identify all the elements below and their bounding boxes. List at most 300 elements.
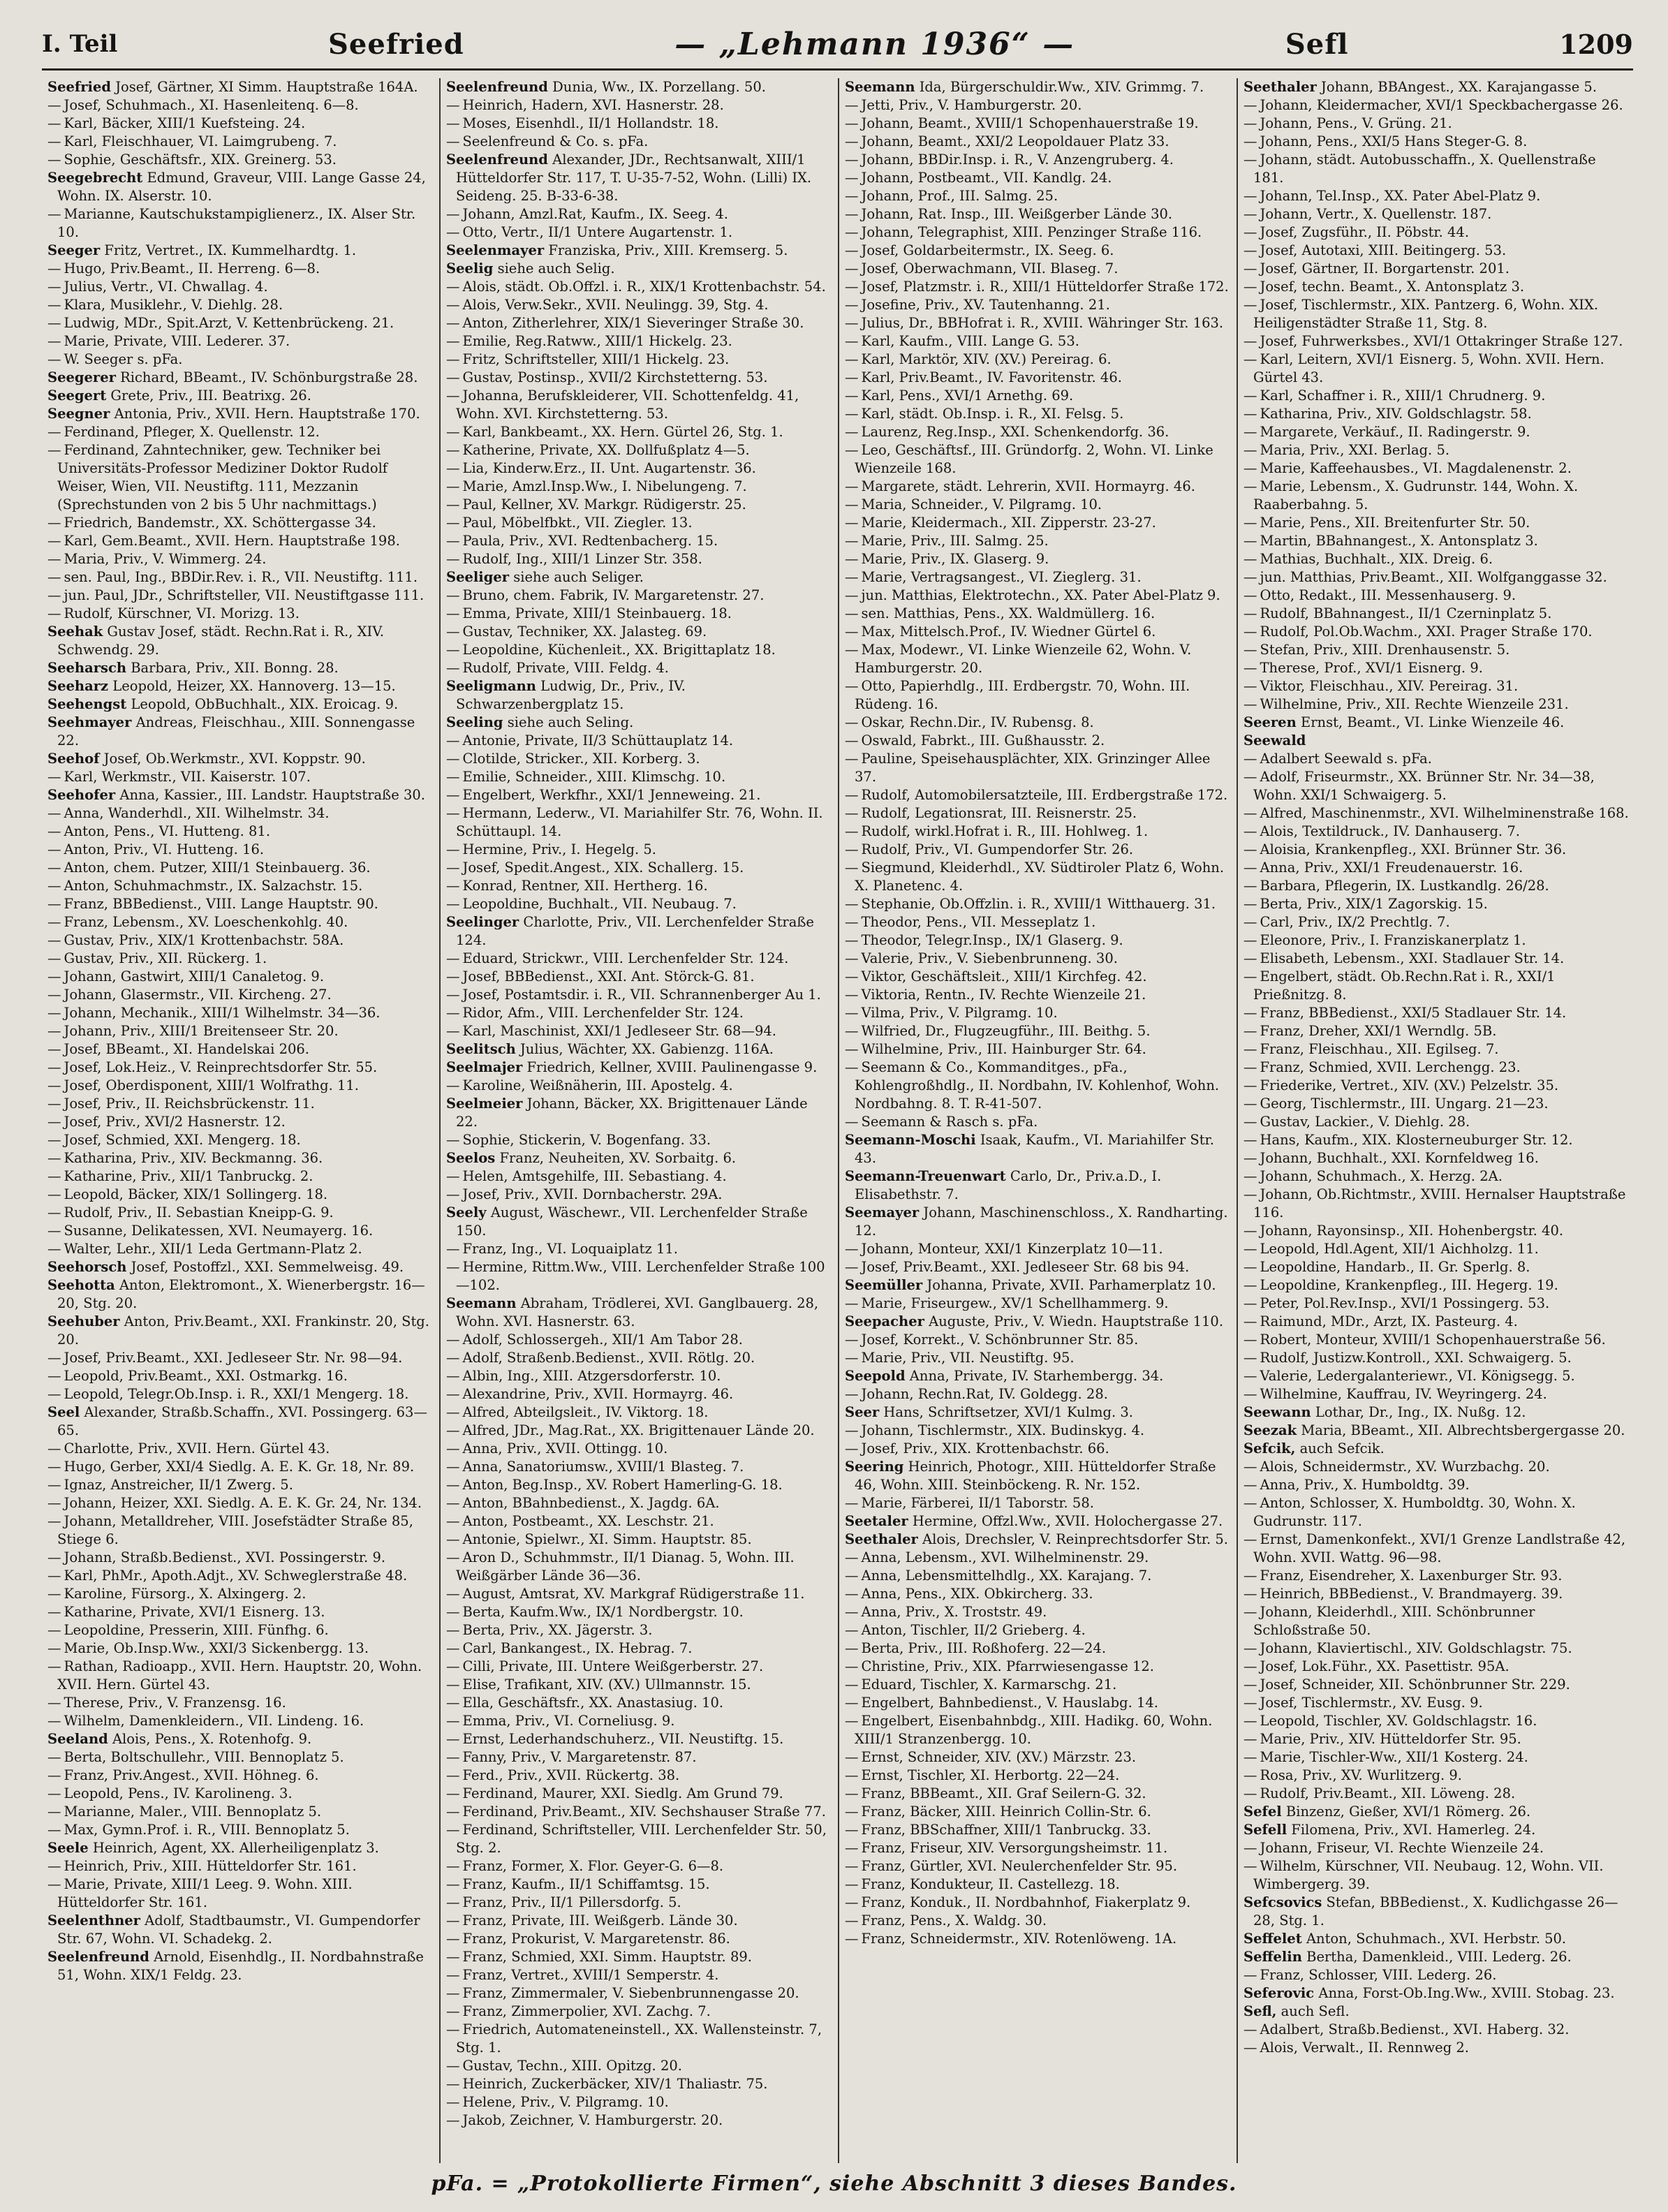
directory-entry [845, 1458, 1230, 1494]
entry-surname: Seeharz [47, 678, 109, 694]
entry-dash: — [1243, 279, 1257, 295]
entry-dash: — [1243, 1785, 1257, 1801]
entry-dash: — [446, 660, 460, 676]
directory-entry [47, 1748, 432, 1767]
entry-dash: — [1243, 1731, 1257, 1747]
entry-text: Josef, Gärtner, II. Borgartenstr. 201. [1260, 260, 1510, 276]
entry-dash: — [845, 1350, 859, 1366]
entry-dash: — [1243, 1186, 1257, 1202]
entry-text: Franz, Lebensm., XV. Loeschenkohlg. 40. [64, 914, 348, 930]
directory-entry [47, 677, 432, 695]
directory-entry [845, 804, 1230, 823]
directory-entry [845, 1694, 1230, 1712]
entry-surname: Seegner [47, 406, 110, 422]
entry-dash: — [446, 2021, 460, 2037]
entry-dash: — [47, 805, 61, 821]
entry-text: Emma, Priv., VI. Corneliusg. 9. [462, 1713, 675, 1729]
entry-text: Ida, Bürgerschuldir.Ww., XIV. Grimmg. 7. [919, 79, 1204, 95]
entry-dash: — [845, 932, 859, 948]
directory-entry [845, 1367, 1230, 1385]
entry-dash: — [47, 878, 61, 894]
entry-text: Berta, Kaufm.Ww., IX/1 Nordbergstr. 10. [462, 1604, 744, 1620]
directory-entry [47, 96, 432, 115]
entry-text: Leopold, Priv.Beamt., XXI. Ostmarkg. 16. [64, 1368, 348, 1384]
directory-entry [1243, 2039, 1630, 2057]
entry-dash: — [446, 878, 460, 894]
entry-text: Anton, Zitherlehrer, XIX/1 Sieveringer Straße 30. [462, 315, 804, 331]
entry-text: Gustav, Techn., XIII. Opitzg. 20. [462, 2058, 682, 2074]
directory-entry [1243, 351, 1630, 387]
directory-entry [845, 1258, 1230, 1276]
entry-text: Josef, Korrekt., V. Schönbrunner Str. 85. [861, 1332, 1139, 1348]
entry-dash: — [47, 1658, 61, 1674]
directory-entry [47, 786, 432, 804]
entry-surname: Seefried [47, 79, 112, 95]
directory-entry [47, 1603, 432, 1621]
entry-text: Leopold, ObBuchhalt., XIX. Eroicag. 9. [131, 696, 399, 712]
entry-dash: — [446, 1259, 460, 1275]
entry-text: Hermann, Lederw., VI. Mariahilfer Str. 76, Wohn. II. Schüttaupl. 14. [456, 805, 823, 839]
entry-dash: — [1243, 1967, 1257, 1983]
entry-dash: — [845, 1695, 859, 1711]
directory-entry [446, 1549, 831, 1585]
directory-entry [1243, 1821, 1630, 1839]
entry-dash: — [1243, 1077, 1257, 1093]
directory-entry [845, 1857, 1230, 1875]
entry-text: Ernst, Tischler, XI. Herbortg. 22—24. [861, 1767, 1120, 1783]
directory-entry [47, 514, 432, 532]
entry-text: Anton, Schuhmachmstr., IX. Salzachstr. 15. [64, 878, 363, 894]
directory-entry [47, 568, 432, 587]
entry-text: Gustav, Priv., XIX/1 Krottenbachstr. 58A. [64, 932, 344, 948]
entry-dash: — [845, 1713, 859, 1729]
directory-entry [1243, 1948, 1630, 1966]
entry-surname: Seelmajer [446, 1059, 523, 1075]
directory-entry [47, 1730, 432, 1748]
directory-entry [845, 859, 1230, 895]
entry-dash: — [845, 1332, 859, 1348]
entry-text: Ignaz, Anstreicher, II/1 Zwerg. 5. [64, 1477, 293, 1493]
entry-dash: — [47, 206, 61, 222]
directory-entry [446, 1621, 831, 1639]
entry-text: Friedrich, Kellner, XVIII. Paulinengasse 9. [526, 1059, 818, 1075]
directory-entry [845, 115, 1230, 133]
directory-entry [446, 714, 831, 732]
directory-entry [1243, 1966, 1630, 1984]
entry-dash: — [47, 351, 61, 367]
directory-entry [446, 1694, 831, 1712]
entry-text: Marie, Priv., XIV. Hütteldorfer Str. 95. [1260, 1731, 1521, 1747]
directory-entry [446, 1240, 831, 1258]
entry-dash: — [47, 1223, 61, 1239]
entry-text: Marie, Private, VIII. Lederer. 37. [64, 333, 290, 349]
entry-text: Josef, Priv., XVII. Dornbacherstr. 29A. [462, 1186, 723, 1202]
entry-dash: — [446, 1332, 460, 1348]
entry-dash: — [446, 1876, 460, 1892]
entry-text: Hugo, Priv.Beamt., II. Herreng. 6—8. [64, 260, 320, 276]
entry-dash: — [47, 1114, 61, 1130]
entry-text: Maria, BBeamt., XII. Albrechtsbergergasse 20. [1301, 1422, 1625, 1438]
entry-text: Lia, Kinderw.Erz., II. Unt. Augartenstr. 36. [462, 460, 756, 476]
directory-entry [47, 913, 432, 931]
entry-text: Franz, Friseur, XIV. Versorgungsheimstr. 11. [861, 1840, 1168, 1856]
right-keyword: Sefl [1285, 27, 1349, 61]
entry-text: Franz, Vertret., XVIII/1 Semperstr. 4. [462, 1967, 719, 1983]
directory-entry [446, 532, 831, 550]
entry-text: Anton, Pens., VI. Hutteng. 81. [64, 823, 271, 839]
directory-entry [1243, 1149, 1630, 1167]
directory-entry [1243, 1367, 1630, 1385]
entry-dash: — [446, 732, 460, 749]
entry-text: Josef, Spedit.Angest., XIX. Schallerg. 15. [462, 860, 744, 876]
entry-text: Johann, Beamt., XXI/2 Leopoldauer Platz 33. [861, 133, 1169, 149]
entry-dash: — [446, 1912, 460, 1929]
entry-text: Max, Modewr., VI. Linke Wienzeile 62, Wohn. V. Hamburgerstr. 20. [855, 642, 1192, 676]
entry-dash: — [1243, 551, 1257, 567]
entry-text: Valerie, Ledergalanteriewr., VI. Königsegg. 5. [1260, 1368, 1575, 1384]
entry-text: Julius, Vertr., VI. Chwallag. 4. [64, 279, 268, 295]
column-2 [441, 78, 839, 2163]
entry-dash: — [47, 1640, 61, 1656]
entry-text: Franz, Neuheiten, XV. Sorbaitg. 6. [499, 1150, 737, 1166]
entry-text: Rathan, Radioapp., XVII. Hern. Hauptstr. 20, Wohn. XVII. Hern. Gürtel 43. [57, 1658, 422, 1693]
column-4 [1238, 78, 1637, 2163]
entry-dash: — [446, 279, 460, 295]
entry-text: Ernst, Beamt., VI. Linke Wienzeile 46. [1300, 714, 1565, 730]
entry-text: Hugo, Gerber, XXI/4 Siedlg. A. E. K. Gr. 18, Nr. 89. [64, 1459, 415, 1475]
directory-entry [1243, 695, 1630, 714]
directory-entry [446, 1167, 831, 1186]
entry-dash: — [1243, 696, 1257, 712]
directory-entry [1243, 750, 1630, 768]
entry-dash: — [47, 297, 61, 313]
entry-dash: — [446, 1640, 460, 1656]
directory-entry [1243, 659, 1630, 677]
entry-text: Josef, Ob.Werkmstr., XVI. Koppstr. 90. [103, 751, 366, 767]
entry-dash: — [446, 805, 460, 821]
directory-entry [845, 950, 1230, 968]
entry-text: Abraham, Trödlerei, XVI. Ganglbauerg. 28, Wohn. XVI. Hasnerstr. 63. [456, 1295, 819, 1329]
entry-text: Seemann & Co., Kommanditges., pFa., Kohlengroßhdlg., II. Nordbahn, IV. Kohlenhof, Wohn. Nordbahng. 8. T. R-41-507. [855, 1059, 1220, 1112]
entry-dash: — [845, 841, 859, 857]
entry-text: Max, Mittelsch.Prof., IV. Wiedner Gürtel 6. [861, 624, 1156, 640]
entry-text: Georg, Tischlermstr., III. Ungarg. 21—23. [1260, 1096, 1549, 1112]
entry-dash: — [446, 987, 460, 1003]
entry-dash: — [1243, 878, 1257, 894]
entry-surname: Seemüller [845, 1277, 923, 1293]
entry-dash: — [446, 2094, 460, 2110]
entry-text: W. Seeger s. pFa. [64, 351, 183, 367]
entry-dash: — [845, 1114, 859, 1130]
directory-entry [47, 750, 432, 768]
directory-entry [845, 605, 1230, 623]
entry-text: Paul, Kellner, XV. Markgr. Rüdigerstr. 25. [462, 496, 746, 513]
directory-entry [446, 1004, 831, 1022]
entry-dash: — [845, 388, 859, 404]
entry-text: Karl, Leitern, XVI/1 Eisnerg. 5, Wohn. XVII. Hern. Gürtel 43. [1253, 351, 1604, 385]
entry-dash: — [446, 1477, 460, 1493]
entry-text: Ludwig, Dr., Priv., IV. Schwarzenbergplatz 15. [456, 678, 686, 712]
directory-entry [446, 1040, 831, 1059]
entry-text: Franz, Zimmerpolier, XVI. Zachg. 7. [462, 2003, 711, 2019]
directory-entry [446, 1585, 831, 1603]
entry-text: Otto, Papierhdlg., III. Erdbergstr. 70, Wohn. III. Rüdeng. 16. [855, 678, 1190, 712]
entry-text: Max, Gymn.Prof. i. R., VIII. Bennoplatz 5. [64, 1822, 350, 1838]
directory-entry [1243, 296, 1630, 332]
entry-text: Josef, Postamtsdir. i. R., VII. Schrannenberger Au 1. [462, 987, 821, 1003]
directory-entry [446, 804, 831, 841]
directory-entry [446, 986, 831, 1004]
entry-text: Josef, Oberwachmann, VII. Blaseg. 7. [861, 260, 1119, 276]
entry-dash: — [446, 1658, 460, 1674]
entry-text: Friederike, Vertret., XIV. (XV.) Pelzelstr. 35. [1260, 1077, 1559, 1093]
entry-text: Ernst, Lederhandschuherz., VII. Neustiftg. 15. [462, 1731, 784, 1747]
entry-dash: — [47, 1023, 61, 1039]
entry-dash: — [47, 860, 61, 876]
directory-entry [446, 296, 831, 314]
directory-entry [446, 478, 831, 496]
directory-entry [47, 659, 432, 677]
entry-dash: — [446, 1132, 460, 1148]
directory-entry [446, 387, 831, 423]
entry-surname: Seehorsch [47, 1259, 127, 1275]
entry-surname: Seferovic [1243, 1985, 1315, 2001]
entry-dash: — [47, 1767, 61, 1783]
entry-text: Isaak, Kaufm., VI. Mariahilfer Str. 43. [855, 1132, 1214, 1166]
entry-text: Barbara, Pflegerin, IX. Lustkandlg. 26/28. [1260, 878, 1549, 894]
directory-entry [446, 1149, 831, 1167]
directory-entry [845, 223, 1230, 242]
directory-entry [1243, 1095, 1630, 1113]
entry-dash: — [47, 1459, 61, 1475]
entry-text: Leopoldine, Handarb., II. Gr. Sperlg. 8. [1260, 1259, 1530, 1275]
entry-text: Johann, Rechn.Rat, IV. Goldegg. 28. [861, 1386, 1108, 1402]
entry-text: Anton, Postbeamt., XX. Leschstr. 21. [462, 1513, 714, 1529]
directory-entry [845, 1912, 1230, 1930]
left-keyword: Seefried [328, 27, 464, 61]
entry-text: Leopold, Tischler, XV. Goldschlagstr. 16. [1260, 1713, 1537, 1729]
entry-text: Leopold, Heizer, XX. Hannoverg. 13—15. [112, 678, 396, 694]
entry-text: Rudolf, Automobilersatzteile, III. Erdbergstraße 172. [861, 787, 1228, 803]
entry-dash: — [845, 297, 859, 313]
entry-text: Johann, Kleiderhdl., XIII. Schönbrunner Schloßstraße 50. [1253, 1604, 1535, 1638]
directory-entry [845, 1621, 1230, 1639]
directory-entry [1243, 1440, 1630, 1458]
entry-text: Paula, Priv., XVI. Redtenbacherg. 15. [462, 533, 718, 549]
directory-entry [446, 877, 831, 895]
directory-entry [446, 1639, 831, 1658]
entry-text: Oskar, Rechn.Dir., IV. Rubensg. 8. [861, 714, 1094, 730]
entry-dash: — [446, 1386, 460, 1402]
entry-dash: — [446, 642, 460, 658]
entry-dash: — [446, 841, 460, 857]
directory-entry [845, 1422, 1230, 1440]
directory-entry [845, 1821, 1230, 1839]
entry-text: Josef, Priv., XVI/2 Hasnerstr. 12. [64, 1114, 286, 1130]
directory-entry [845, 1512, 1230, 1531]
directory-entry [845, 1658, 1230, 1676]
entry-dash: — [47, 1568, 61, 1584]
directory-entry [47, 1767, 432, 1785]
entry-text: Marie, Amzl.Insp.Ww., I. Nibelungeng. 7. [462, 478, 747, 494]
directory-entry [1243, 877, 1630, 895]
directory-entry [1243, 405, 1630, 423]
directory-entry [1243, 841, 1630, 859]
entry-dash: — [1243, 1495, 1257, 1511]
directory-entry [1243, 804, 1630, 823]
entry-text: Anton, Priv., VI. Hutteng. 16. [64, 841, 265, 857]
entry-dash: — [845, 515, 859, 531]
directory-entry [845, 423, 1230, 441]
directory-entry [1243, 1748, 1630, 1767]
entry-dash: — [1243, 152, 1257, 168]
directory-entry [446, 369, 831, 387]
entry-dash: — [845, 1767, 859, 1783]
directory-entry [1243, 931, 1630, 950]
directory-entry [1243, 859, 1630, 877]
entry-text: Marie, Kleidermach., XII. Zipperstr. 23-27. [861, 515, 1156, 531]
entry-text: Stephanie, Ob.Offzlin. i. R., XVIII/1 Witthauerg. 31. [861, 896, 1216, 912]
directory-entry [446, 1767, 831, 1785]
entry-dash: — [1243, 605, 1257, 621]
directory-entry [47, 1803, 432, 1821]
entry-text: Charlotte, Priv., XVII. Hern. Gürtel 43. [64, 1440, 330, 1457]
entry-text: Adolf, Stadtbaumstr., VI. Gumpendorfer Str. 67, Wohn. VI. Schadekg. 2. [57, 1912, 420, 1947]
directory-entry [47, 1567, 432, 1585]
entry-text: Josef, BBeamt., XI. Handelskai 206. [64, 1041, 310, 1057]
entry-text: Leopold, Pens., IV. Karolineng. 3. [64, 1785, 293, 1801]
entry-text: jun. Matthias, Elektrotechn., XX. Pater Abel-Platz 9. [861, 587, 1220, 603]
entry-text: Josef, Tischlermstr., XV. Eusg. 9. [1260, 1695, 1483, 1711]
directory-entry [47, 1440, 432, 1458]
entry-text: Heinrich, BBBedienst., V. Brandmayerg. 39. [1260, 1586, 1563, 1602]
directory-entry [446, 514, 831, 532]
entry-text: Sophie, Geschäftsfr., XIX. Greinerg. 53. [64, 152, 337, 168]
directory-entry [446, 550, 831, 568]
entry-text: Ludwig, MDr., Spit.Arzt, V. Kettenbrückeng. 21. [64, 315, 394, 331]
entry-dash: — [47, 1513, 61, 1529]
directory-entry [47, 1839, 432, 1857]
directory-entry [47, 1167, 432, 1186]
directory-entry [845, 623, 1230, 641]
entry-dash: — [1243, 1114, 1257, 1130]
directory-entry [446, 1531, 831, 1549]
directory-entry [1243, 1403, 1630, 1422]
directory-entry [446, 1022, 831, 1040]
entry-text: Josef, Lok.Führ., XX. Pasettistr. 95A. [1260, 1658, 1510, 1674]
entry-surname: Seeland [47, 1731, 108, 1747]
directory-entry [47, 369, 432, 387]
directory-entry [446, 223, 831, 242]
entry-text: Heinrich, Hadern, XVI. Hasnerstr. 28. [462, 97, 724, 113]
entry-dash: — [1243, 896, 1257, 912]
entry-text: Josef, Autotaxi, XIII. Beitingerg. 53. [1260, 242, 1507, 258]
entry-text: Franz, Former, X. Flor. Geyer-G. 6—8. [462, 1858, 724, 1874]
directory-entry [446, 2075, 831, 2093]
entry-text: Heinrich, Zuckerbäcker, XIV/1 Thaliastr. 75. [462, 2076, 768, 2092]
entry-text: Filomena, Priv., XVI. Hamerleg. 24. [1291, 1822, 1536, 1838]
entry-text: Katharine, Private, XVI/1 Eisnerg. 13. [64, 1604, 325, 1620]
entry-dash: — [1243, 678, 1257, 694]
directory-entry [47, 768, 432, 786]
entry-dash: — [1243, 914, 1257, 930]
entry-dash: — [845, 152, 859, 168]
entry-text: Franz, Kondukteur, II. Castellezg. 18. [861, 1876, 1120, 1892]
entry-dash: — [47, 1440, 61, 1457]
directory-entry [845, 387, 1230, 405]
directory-entry [47, 877, 432, 895]
entry-text: Franz, Fleischhau., XII. Egilseg. 7. [1260, 1041, 1499, 1057]
entry-dash: — [47, 1876, 61, 1892]
directory-entry [47, 1258, 432, 1276]
directory-entry [446, 205, 831, 223]
entry-text: Therese, Prof., XVI/1 Eisnerg. 9. [1260, 660, 1483, 676]
entry-dash: — [1243, 2021, 1257, 2037]
directory-entry [1243, 1059, 1630, 1077]
entry-text: Karl, PhMr., Apoth.Adjt., XV. Schweglerstraße 48. [64, 1568, 408, 1584]
directory-entry [47, 1458, 432, 1476]
entry-text: Franz, Prokurist, V. Margaretenstr. 86. [462, 1931, 730, 1947]
entry-dash: — [1243, 1277, 1257, 1293]
entry-text: Gustav Josef, städt. Rechn.Rat i. R., XIV. Schwendg. 29. [57, 624, 385, 658]
directory-entry [845, 1767, 1230, 1785]
entry-dash: — [47, 968, 61, 985]
entry-dash: — [1243, 1531, 1257, 1547]
entry-text: jun. Paul, JDr., Schriftsteller, VII. Neustiftgasse 111. [64, 587, 425, 603]
entry-dash: — [1243, 805, 1257, 821]
directory-entry [47, 1875, 432, 1912]
entry-text: Elisabeth, Lebensm., XXI. Stadlauer Str. 14. [1260, 950, 1565, 966]
directory-entry [845, 314, 1230, 332]
directory-entry [1243, 1694, 1630, 1712]
entry-dash: — [446, 1005, 460, 1021]
directory-entry [446, 278, 831, 296]
entry-text: Franz, Pens., X. Waldg. 30. [861, 1912, 1047, 1929]
directory-entry [1243, 1295, 1630, 1313]
entry-dash: — [47, 1477, 61, 1493]
entry-text: Johann, Rat. Insp., III. Weißgerber Lände 30. [861, 206, 1173, 222]
entry-dash: — [845, 950, 859, 966]
entry-dash: — [446, 515, 460, 531]
directory-entry [446, 1730, 831, 1748]
entry-text: Adalbert Seewald s. pFa. [1260, 751, 1432, 767]
directory-entry [845, 750, 1230, 786]
entry-dash: — [1243, 115, 1257, 131]
entry-dash: — [446, 605, 460, 621]
entry-dash: — [47, 1604, 61, 1620]
entry-text: Marie, Tischler-Ww., XII/1 Kosterg. 24. [1260, 1749, 1528, 1765]
entry-dash: — [1243, 1005, 1257, 1021]
entry-surname: Seemann [446, 1295, 517, 1311]
directory-entry [446, 605, 831, 623]
entry-dash: — [845, 1041, 859, 1057]
directory-entry [845, 1930, 1230, 1948]
entry-dash: — [47, 1041, 61, 1057]
entry-dash: — [1243, 1041, 1257, 1057]
directory-entry [845, 1167, 1230, 1204]
entry-dash: — [1243, 1059, 1257, 1075]
entry-text: Eleonore, Priv., I. Franziskanerplatz 1. [1260, 932, 1526, 948]
entry-dash: — [47, 1804, 61, 1820]
entry-text: Johann, BBDir.Insp. i. R., V. Anzengruberg. 4. [861, 152, 1174, 168]
directory-entry [845, 1875, 1230, 1894]
entry-text: Franz, Priv., II/1 Pillersdorfg. 5. [462, 1894, 681, 1910]
entry-text: Ferdinand, Maurer, XXI. Siedlg. Am Grund 79. [462, 1785, 783, 1801]
directory-entry [845, 260, 1230, 278]
entry-surname: Seel [47, 1404, 80, 1420]
entry-dash: — [446, 787, 460, 803]
entry-dash: — [47, 279, 61, 295]
